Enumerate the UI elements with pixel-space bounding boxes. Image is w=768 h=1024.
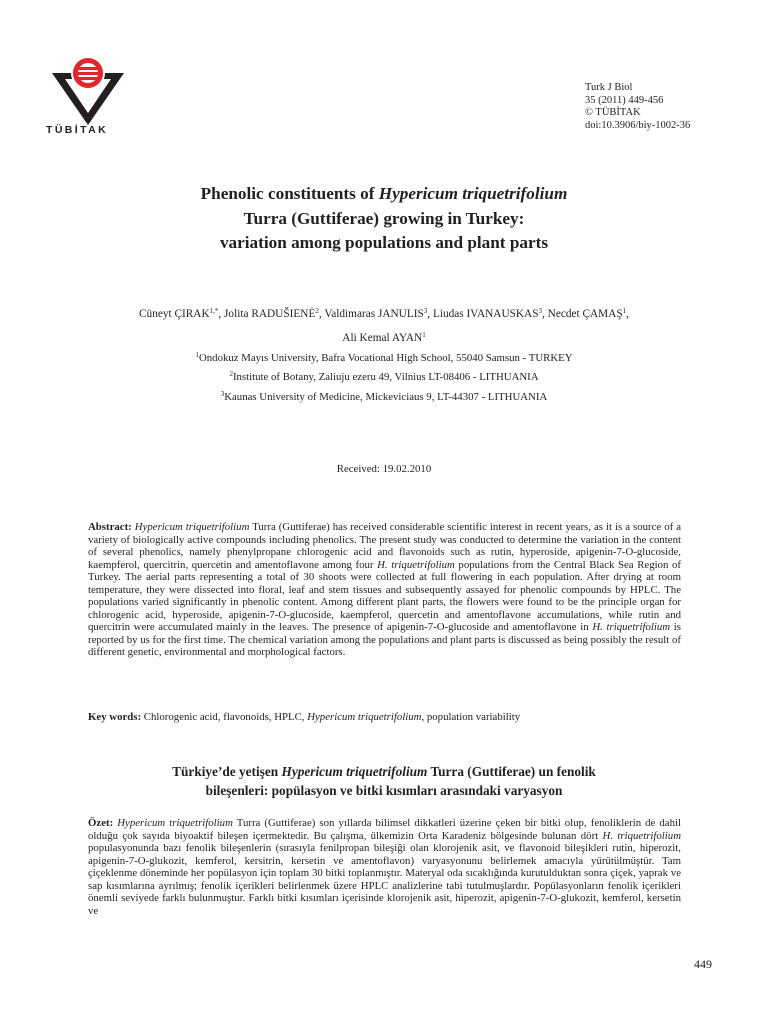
author: Valdimaras JANULIS: [324, 308, 424, 320]
affiliation: $^3$Kaunas University of Medicine, Mickeviciaus 9, LT-44307 - LITHUANIA: [220, 389, 548, 403]
turkish-title: Türkiye’de yetişen Hypericum triquetrifolium Turra (Guttiferae) un fenolik bileşenleri: popülasyon ve bitki kısımları arasındaki varyasyon: [172, 764, 596, 798]
author: Ali Kemal AYAN: [342, 332, 423, 344]
page-number: 449: [694, 957, 712, 971]
received-date: Received: 19.02.2010: [336, 463, 432, 475]
affiliation: $^2$Institute of Botany, Zaliuju ezeru 49, Vilnius LT-08406 - LITHUANIA: [229, 370, 539, 384]
paper-title: Phenolic constituents of Hypericum triquetrifolium Turra (Guttiferae) growing in Turkey: variation among populations and plant parts: [200, 184, 568, 252]
journal-info: [585, 82, 690, 132]
journal-volume: 35 (2011) 449-456: [585, 94, 664, 106]
journal-name: Turk J Biol: [585, 82, 633, 93]
author: Necdet ÇAMAŞ: [547, 308, 623, 320]
tubitak-logo-icon: [52, 55, 124, 125]
abstract: Abstract: Hypericum triquetrifolium Turra (Guttiferae) has received considerable scientific interest in recent years, as it is a source of a variety of biologically active compounds including phenolics. The present study was conducted to determine the variation in the content of several phenolics, namely phenylpropane chlorogenic acid and flavonoids such as rutin, hyperoside, apigenin-7-O-glucoside, kaempferol, quercitrin, quercetin and amentoflavone among four H. triquetrifolium populations from the Central Black Sea Region of Turkey. The aerial parts representing a total of 30 shoots were collected at full flowering in each population. After drying at room temperature, they were dissected into floral, leaf and stem tissues and subsequently assayed for phenolic compounds by HPLC. The populations varied significantly in phenolic content. Among different plant parts, the flowers were found to be the principle organ for chlorogenic acid, hyperoside, apigenin-7-O-glucoside, kaempferol, quercetin and amentoflavone accumulations, while rutin and quercitrin were accumulated mainly in the leaves. The presence of apigenin-7-O-glucoside and amentoflavone in H. triquetrifolium is reported by us for the first time. The chemical variation among the populations and plant parts is discussed as being possibly the result of different genetic, environmental and morphological factors.: [88, 521, 682, 658]
abstract-label: Abstract:: [88, 521, 132, 533]
author: Liudas IVANAUSKAS: [432, 308, 539, 320]
ozet-label: Özet:: [88, 817, 114, 829]
author: Jolita RADUŠIENĖ: [224, 308, 316, 320]
journal-doi[interactable]: doi:10.3906/biy-1002-36: [585, 119, 691, 131]
keywords: Key words: Chlorogenic acid, flavonoids, HPLC, Hypericum triquetrifolium, population variability: [88, 711, 521, 723]
keywords-label: Key words:: [88, 711, 142, 723]
affiliation: $^1$Ondokuz Mayıs University, Bafra Vocational High School, 55040 Samsun - TURKEY: [195, 351, 573, 364]
author-list: Cüneyt $ÇIRAK^{1,*}$, Jolita RADUŠIENĖ$^2$, Valdimaras JANULIS$^3$, Liudas IVANAUSKAS$^3$, Necdet ÇAMAŞ$^1$, Ali Kemal AYAN$^1$: [139, 307, 629, 344]
title-species: Hypericum triquetrifolium: [378, 184, 568, 203]
turkish-abstract: Özet: Hypericum triquetrifolium Turra (Guttiferae) son yıllarda bilimsel dikkatleri üzerine çeken bir bitki olup, fenoliklerin de dahil olduğu çok sayıda biyoaktif bileşen içermektedir. Bu çalışma, ülkemizin Orta Karadeniz bölgesinde bulunan dört H. triquetrifolium populasyonunda bazı fenolik bileşenlerin (sırasıyla fenilpropan bileşiği olan klorojenik asit, ve flavonoid bileşikleri rutin, hiperozit, apigenin-7-O-glukozit, kemferol, kersitrin, kersetin ve amentoflavon) varyasyonunu belirlemek amacıyla yürütülmüştür. Tam çiçeklenme döneminde her popülasyon için toplam 30 bitki toplanmıştır. Materyal oda sıcaklığında kurutulduktan sonra çiçek, yaprak ve sap kısımlarına ayrılmış; fenolik içerikleri belirlenmek üzere HPLC analizlerine tabi tutulmuşlardır. Popülasyonların fenolik içerikleri önemli seviyede farklı bulunmuştur. Farklı bitki kısımları içerisinde klorojenik asit, hiperozit, apigenin-7-O-glukozit, kemferol, kersetin ve: [88, 817, 682, 917]
logo-text: TÜBİTAK: [46, 124, 109, 136]
affiliations: [74, 349, 694, 407]
journal-copyright: © TÜBİTAK: [585, 107, 641, 119]
author: Cüneyt ÇIRAK: [139, 308, 210, 320]
